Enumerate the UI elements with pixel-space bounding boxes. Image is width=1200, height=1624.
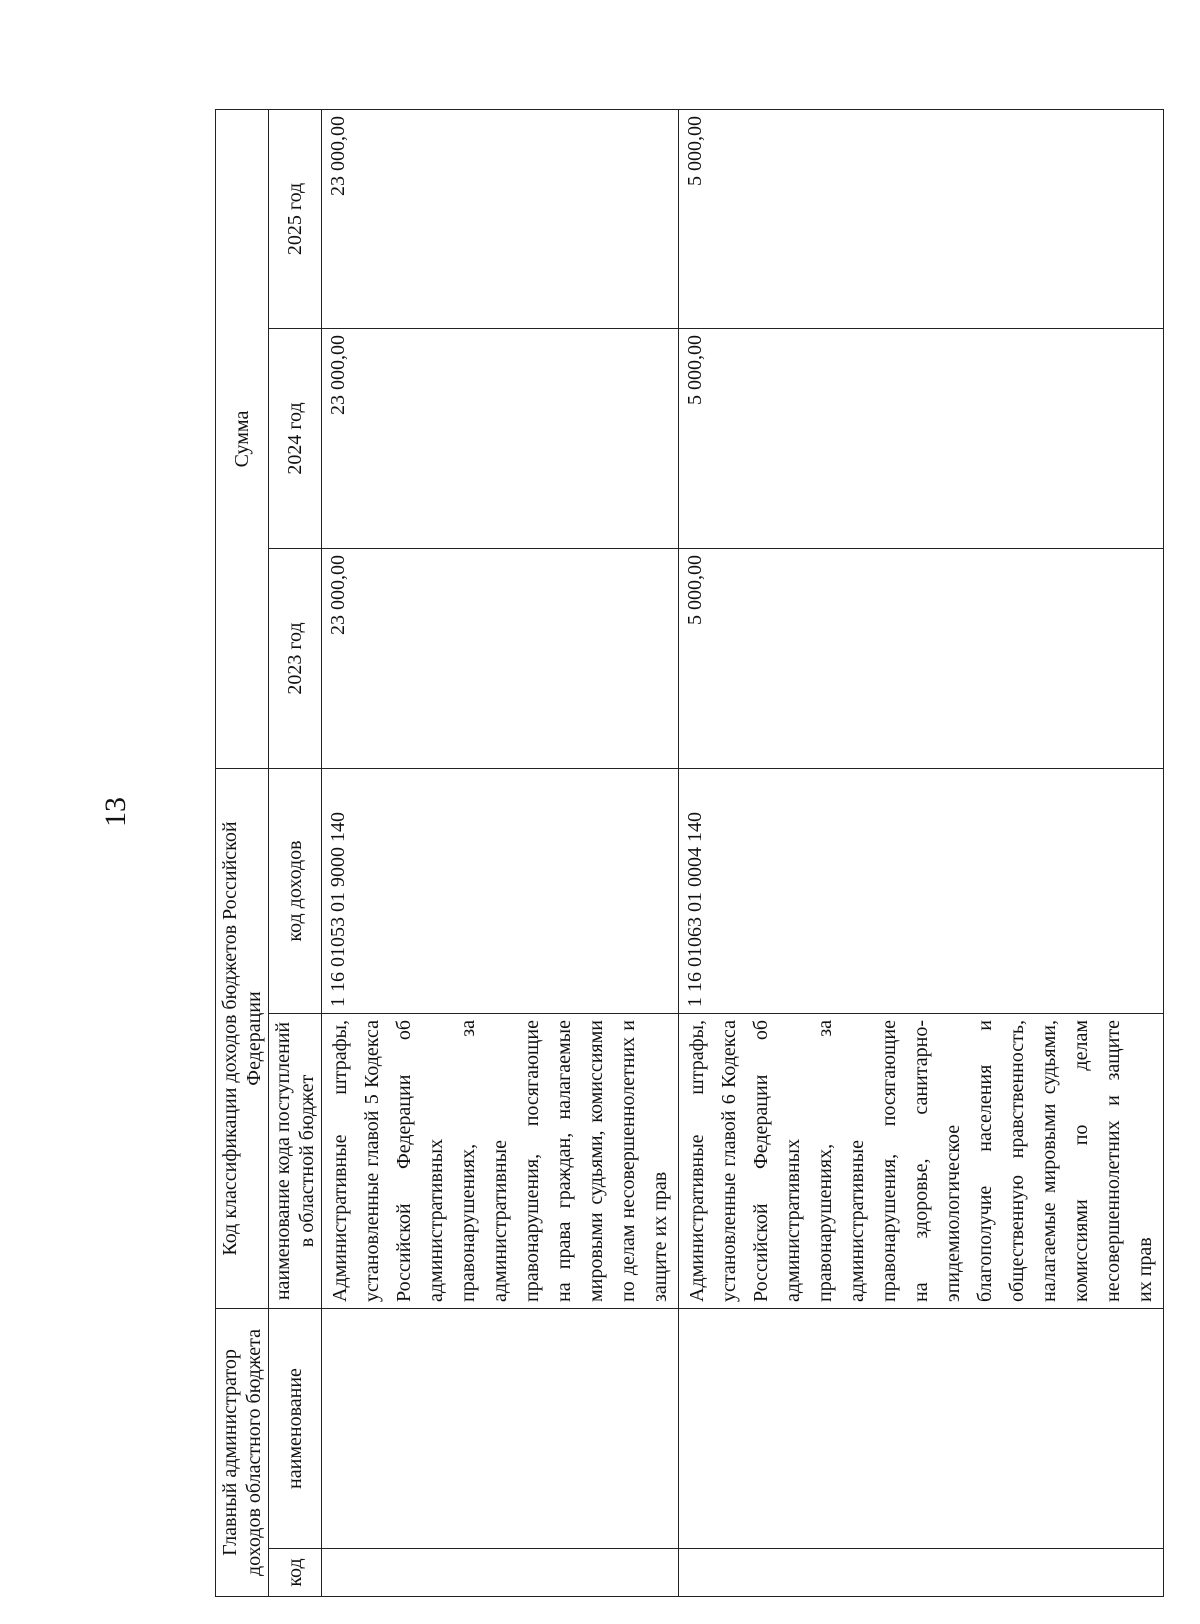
income-name-cell: Административные штрафы, установленные главой 5 Кодекса Российской Федерации об административных правонарушениях, за административные правонарушения, посягающие на права граждан, налагаемые мировыми судьями, комиссиями по делам несовершеннолетних и защите их прав: [322, 1014, 679, 1309]
header-sum-group: Сумма: [216, 109, 269, 768]
amount-2023-cell: 5 000,00: [679, 549, 1164, 769]
header-code: код: [269, 1549, 322, 1597]
page-number: 13: [99, 797, 132, 827]
table-row: [679, 109, 1164, 1596]
header-income-name: наименование кода поступлений в областной бюджет: [269, 1014, 322, 1309]
table-row: [322, 109, 679, 1596]
income-code-cell: 1 16 01063 01 0004 140: [679, 769, 1164, 1014]
budget-table-rotated: [215, 110, 1156, 1597]
income-code-cell: 1 16 01053 01 9000 140: [322, 769, 679, 1014]
amount-2024-cell: 5 000,00: [679, 329, 1164, 549]
admin-code-cell: [322, 1549, 679, 1597]
admin-name-cell: [679, 1309, 1164, 1549]
amount-2024-cell: 23 000,00: [322, 329, 679, 549]
header-classification-group: Код классификации доходов бюджетов Российской Федерации: [216, 769, 269, 1309]
header-2023: 2023 год: [269, 549, 322, 769]
amount-2025-cell: 5 000,00: [679, 109, 1164, 328]
admin-code-cell: [679, 1549, 1164, 1597]
header-name: наименование: [269, 1309, 322, 1549]
admin-name-cell: [322, 1309, 679, 1549]
budget-table: [215, 109, 1164, 1597]
header-2025: 2025 год: [269, 109, 322, 328]
header-admin-group: Главный администратор доходов областного бюджета: [216, 1309, 269, 1597]
header-row-groups: [216, 109, 269, 1596]
header-2024: 2024 год: [269, 329, 322, 549]
amount-2023-cell: 23 000,00: [322, 549, 679, 769]
header-income-code: код доходов: [269, 769, 322, 1014]
amount-2025-cell: 23 000,00: [322, 109, 679, 328]
income-name-cell: Административные штрафы, установленные главой 6 Кодекса Российской Федерации об административных правонарушениях, за административные правонарушения, посягающие на здоровье, санитарно-эпидемиологическое благополучие населения и общественную нравственность, налагаемые мировыми судьями, комиссиями по делам несовершеннолетних и защите их прав: [679, 1014, 1164, 1309]
header-row-columns: [269, 109, 322, 1596]
